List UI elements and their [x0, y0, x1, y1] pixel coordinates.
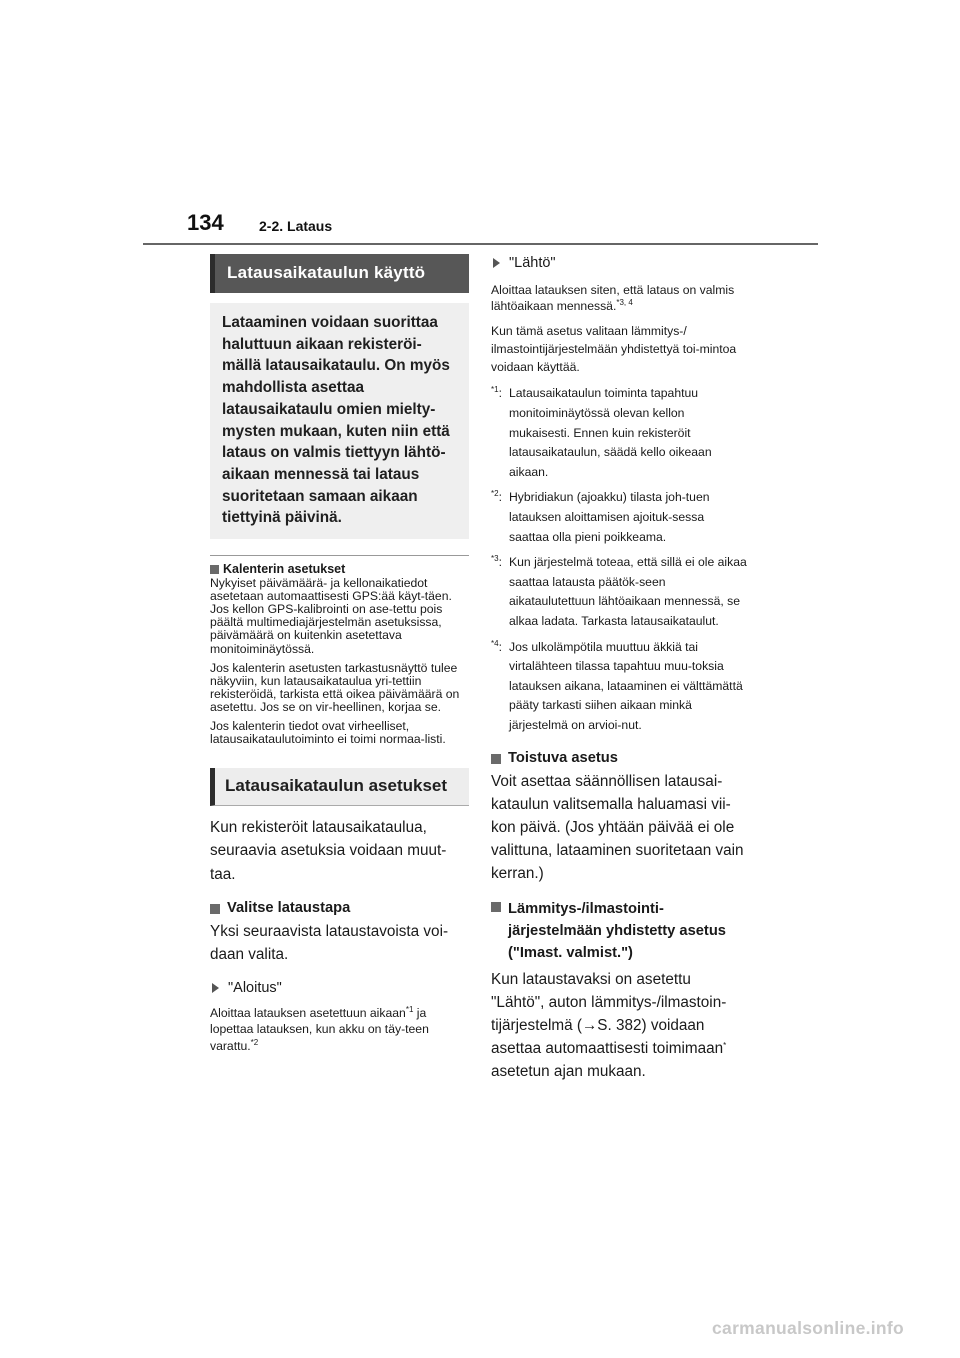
option-start-label: "Aloitus" [228, 980, 282, 997]
option-departure [491, 255, 747, 271]
section-banner-settings: Latausaikataulun asetukset [210, 768, 469, 806]
climate-setting-heading [491, 898, 747, 964]
footnote-text: Kun järjestelmä toteaa, että sillä ei ole aikaa saattaa latausta päätök-seen aikataulutettuun lähtöaikaan mennessä, se alkaa ladata. Tarkasta latausaikataulut. [509, 555, 747, 628]
settings-intro: Kun rekisteröit latausaikataulua, seuraavia asetuksia voidaan muut-taa. [210, 819, 447, 883]
option-departure-note: Kun tämä asetus valitaan lämmitys-/ ilmastointijärjestelmään yhdistettyä toi-mintoa voidaan käyttää. [491, 324, 737, 375]
footnote-mark: *4 [491, 638, 499, 648]
footnote-mark: *3 [491, 554, 499, 564]
footnote-text: Latausaikataulun toiminta tapahtuu monitoiminäytössä olevan kellon mukaisesti. Ennen kuin rekisteröit latausaikataulun, säädä kello oikeaan aikaan. [509, 386, 712, 479]
section-banner-usage: Latausaikataulun käyttö [210, 254, 469, 293]
option-start-description [210, 1005, 469, 1054]
divider [210, 555, 469, 556]
footnote-ref: *2 [250, 1037, 259, 1047]
section-reference: 2-2. Lataus [259, 218, 333, 234]
footnote-4: $^{*4}$: Jos ulkolämpötila muuttuu äkkiä tai virtalähteen tilassa tapahtuu muu-toksia latauksen aikana, lataaminen ei välttämättä pääty tarkasti siihen aikaan minkä järjestelmä on arvioi-nut. [491, 638, 743, 732]
footnote-3: $^{*3}$: Kun järjestelmä toteaa, että sillä ei ole aikaa saattaa latausta päätök-seen aikataulutettuun lähtöaikaan mennessä, se alkaa ladata. Tarkasta latausaikataulut. [491, 554, 747, 628]
charging-method-heading [210, 900, 469, 916]
climate-setting-title: Lämmitys-/ilmastointi-järjestelmään yhdistetty asetus ("Imast. valmist.") [508, 900, 726, 961]
footnote-ref: * [723, 1041, 727, 1051]
repeat-setting-text: Voit asettaa säännöllisen latausai-kataulun valitsemalla haluamasi vii-kon päivä. (Jos yhtään päivää ei ole valittuna, lataaminen suoritetaan vain kerran.) [491, 772, 744, 883]
left-column [210, 252, 469, 1054]
option-start-text-b: ja lopettaa latauksen, kun akku on täy-teen varattu. [210, 1006, 429, 1053]
triangle-bullet-icon [212, 983, 219, 993]
page-number: 134 [187, 210, 224, 235]
calendar-paragraph-1: Nykyiset päivämäärä- ja kellonaikatiedot asetetaan automaattisesti GPS:ää käyt-täen. Jos kellon GPS-kalibrointi on ase-tettu pois päältä multimediajärjestelmän asetuksissa, päivämäärä on kuitenkin asetettava monitoiminäytössä. [210, 576, 452, 656]
calendar-settings-title: Kalenterin asetukset [223, 562, 346, 577]
climate-setting-text [491, 968, 747, 1084]
option-departure-description [491, 282, 747, 314]
footnote-text: Hybridiakun (ajoakku) tilasta joh-tuen latauksen aloittamisen ajoituk-sessa saattaa olla pieni poikkeama. [509, 490, 710, 544]
calendar-paragraph-3: Jos kalenterin tiedot ovat virheelliset, latausaikataulutoiminto ei toimi normaa-listi. [210, 718, 446, 747]
climate-text-b: asetetun ajan mukaan. [491, 1063, 646, 1081]
repeat-setting-title: Toistuva asetus [508, 749, 618, 766]
square-bullet-icon [491, 902, 501, 912]
footnote-2: $^{*2}$: Hybridiakun (ajoakku) tilasta joh-tuen latauksen aloittamisen ajoituk-sessa saattaa olla pieni poikkeama. [491, 489, 710, 544]
footnote-mark: *1 [491, 385, 499, 395]
footnote-ref: *1 [405, 1005, 414, 1015]
watermark: carmanualsonline.info [712, 1318, 905, 1338]
square-bullet-icon [210, 904, 220, 914]
right-column [491, 252, 747, 1084]
footnote-mark: *2 [491, 489, 499, 499]
square-bullet-icon [491, 754, 501, 764]
option-departure-label: "Lähtö" [509, 255, 556, 271]
calendar-settings-heading [210, 562, 469, 576]
calendar-paragraph-2: Jos kalenterin asetusten tarkastusnäyttö tulee näkyviin, kun latausaikataulua yri-tettiin rekisteröidä, tarkista että oikea päivämäärä on asetettu. Jos se on vir-heellinen, korjaa se. [210, 660, 460, 714]
climate-text-a: Kun lataustavaksi on asetettu "Lähtö", auton lämmitys-/ilmastoin-tijärjestelmä (→S. 382) voidaan asettaa automaattisesti toimimaan [491, 970, 727, 1058]
charging-method-text: Yksi seuraavista lataustavoista voi-daan valita. [210, 922, 449, 963]
option-departure-text: Aloittaa latauksen siten, että lataus on valmis lähtöaikaan mennessä. [491, 283, 735, 314]
square-bullet-icon [210, 565, 219, 574]
header-rule [143, 243, 818, 245]
repeat-setting-heading [491, 750, 747, 766]
intro-box: Lataaminen voidaan suorittaa haluttuun aikaan rekisteröi-mällä latausaikataulu. On myös mahdollista asettaa latausaikataulu omien mielty-mysten mukaan, kuten niin että lataus on valmis tiettyyn lähtö-aikaan mennessä tai lataus suoritetaan samaan aikaan tiettyinä päivinä. [210, 303, 469, 539]
option-start-text-a: Aloittaa latauksen asetettuun aikaan [210, 1006, 406, 1021]
footnote-1: $^{*1}$: Latausaikataulun toiminta tapahtuu monitoiminäytössä olevan kellon mukaisesti. Ennen kuin rekisteröit latausaikataulun, säädä kello oikeaan aikaan. [491, 385, 712, 479]
option-start [210, 980, 469, 996]
charging-method-title: Valitse lataustapa [227, 899, 351, 916]
footnote-ref: *3, 4 [616, 298, 633, 308]
triangle-bullet-icon [493, 258, 500, 268]
footnote-text: Jos ulkolämpötila muuttuu äkkiä tai virtalähteen tilassa tapahtuu muu-toksia latauksen aikana, lataaminen ei välttämättä pääty tarkasti siihen aikaan minkä järjestelmä on arvioi-nut. [509, 639, 743, 732]
